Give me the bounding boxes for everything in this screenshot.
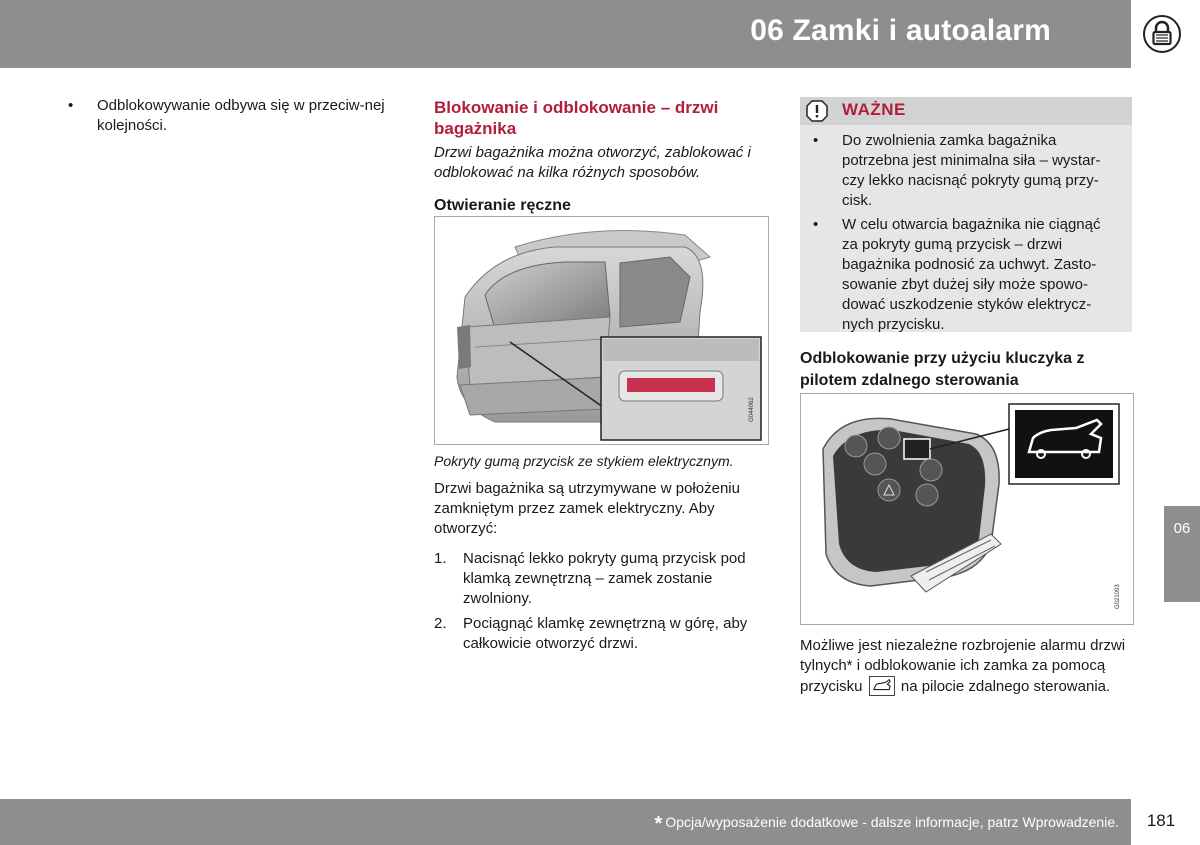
section-intro: Drzwi bagażnika można otworzyć, zablokować i odblokować na kilka różnych sposobów. — [434, 144, 751, 181]
list-item — [813, 215, 1119, 335]
step-number: 2. — [434, 615, 447, 632]
bullet-icon: • — [68, 97, 74, 114]
bullet-icon: • — [813, 132, 819, 149]
body-text — [800, 636, 1132, 697]
chapter-side-tab — [1164, 506, 1200, 602]
column-2-lower — [434, 451, 769, 654]
body-text-part2: na pilocie zdalnego sterowania. — [900, 678, 1111, 695]
warning-text: Do zwolnienia zamka bagażnika potrzebna jest minimalna siła – wystar-czy lekko nacisnąć pokryty gumą przy-cisk. — [842, 132, 1101, 209]
remote-key-figure — [800, 393, 1134, 625]
bullet-text: Odblokowywanie odbywa się w przeciw-nej kolejności. — [97, 97, 385, 134]
warning-list — [813, 131, 1119, 335]
list-item — [434, 549, 769, 609]
exclamation-icon — [806, 100, 828, 122]
chapter-icon-box — [1131, 0, 1200, 68]
subheading: Otwieranie ręczne — [434, 197, 571, 214]
body-text: Drzwi bagażnika są utrzymywane w położeniu zamkniętym przez zamek elektryczny. Aby otworzyć: — [434, 480, 740, 537]
column-3 — [800, 348, 1132, 392]
figure-code: G044062 — [749, 397, 755, 422]
padlock-icon — [1142, 14, 1182, 54]
bullet-icon: • — [813, 216, 819, 233]
column-1 — [68, 96, 398, 136]
page-number: 181 — [1146, 811, 1176, 830]
footnote-text: Opcja/wyposażenie dodatkowe - dalsze informacje, patrz Wprowadzenie. — [665, 814, 1119, 830]
footer-note — [655, 813, 1119, 836]
column-2 — [434, 97, 769, 217]
side-tab-label: 06 — [1173, 520, 1191, 537]
list-item — [434, 614, 769, 654]
subheading: Odblokowanie przy użyciu kluczyka z pilotem zdalnego sterowania — [800, 350, 1085, 389]
warning-header — [800, 97, 1132, 125]
tailgate-figure — [434, 216, 769, 445]
step-text: Pociągnąć klamkę zewnętrzną w górę, aby całkowicie otworzyć drzwi. — [463, 615, 748, 652]
body-text-part1: Możliwe jest niezależne rozbrojenie alarmu drzwi tylnych* i odblokowanie ich zamka za pomocą przycisku — [800, 637, 1126, 695]
section-heading: Blokowanie i odblokowanie – drzwi bagażnika — [434, 98, 719, 138]
car-rear-illustration — [435, 217, 768, 444]
column-3-lower — [800, 636, 1132, 697]
chapter-title: 06 Zamki i autoalarm — [750, 14, 1051, 47]
page-footer — [0, 799, 1131, 845]
chapter-header — [0, 0, 1131, 68]
list-item — [813, 131, 1119, 211]
steps-list — [434, 549, 769, 654]
footnote-star: * — [654, 813, 663, 835]
remote-key-illustration — [801, 394, 1133, 624]
figure-code: G021093 — [1115, 584, 1121, 609]
step-text: Nacisnąć lekko pokryty gumą przycisk pod klamką zewnętrzną – zamek zostanie zwolniony. — [463, 550, 746, 607]
page-number-box — [1131, 799, 1200, 845]
step-number: 1. — [434, 550, 447, 567]
warning-box — [800, 97, 1132, 332]
tailgate-icon — [869, 676, 895, 696]
figure-caption: Pokryty gumą przycisk ze stykiem elektrycznym. — [434, 453, 734, 469]
warning-text: W celu otwarcia bagażnika nie ciągnąć za pokryty gumą przycisk – drzwi bagażnika podnosić za uchwyt. Zasto-sowanie zbyt dużej siły może spowo-dować uszkodzenie styków elektrycz-nych przycisku. — [842, 216, 1101, 333]
list-item — [68, 96, 398, 136]
warning-title: WAŻNE — [842, 100, 906, 119]
